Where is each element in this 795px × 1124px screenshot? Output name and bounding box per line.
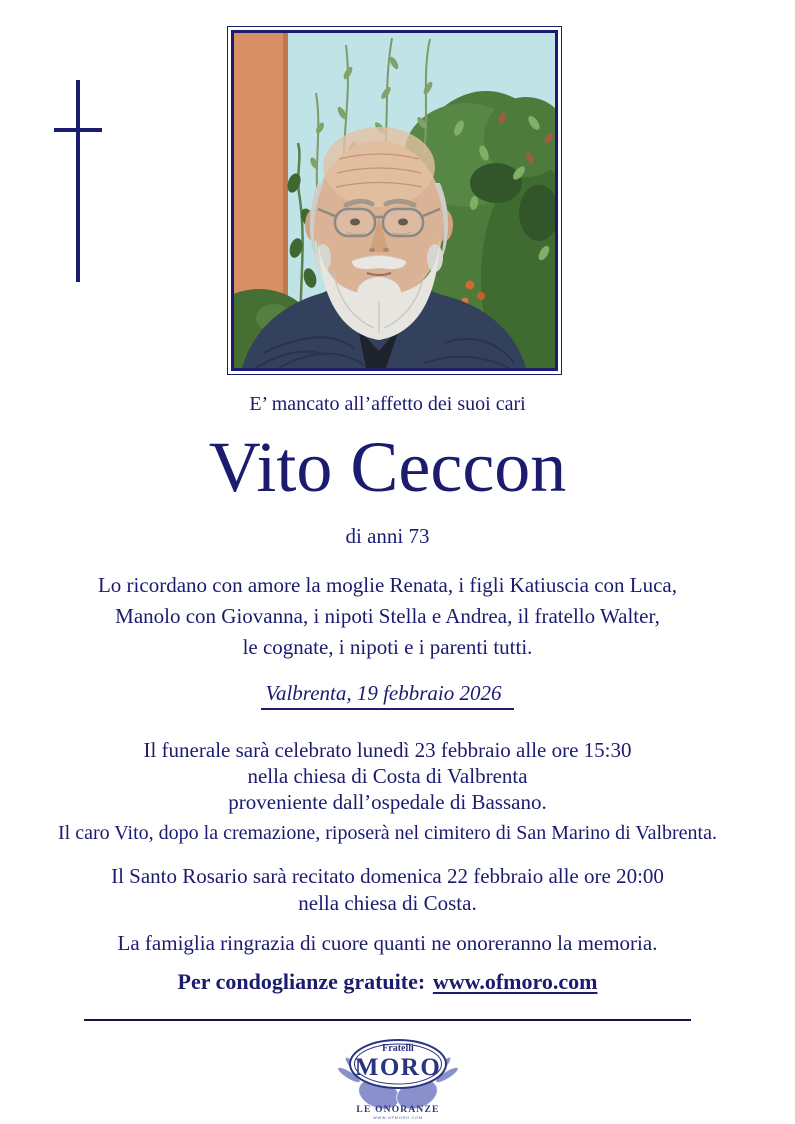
thanks-text: La famiglia ringrazia di cuore quanti ne onoreranno la memoria. (117, 931, 658, 955)
rosary-paragraph (0, 863, 775, 917)
funeral-line: proveniente dall’ospedale di Bassano. (228, 790, 547, 814)
thanks-line (0, 931, 775, 956)
cremation-text: Il caro Vito, dopo la cremazione, riposerà nel cimitero di San Marino di Valbrenta. (58, 822, 717, 844)
logo-url-text: WWW.OFMORO.COM (373, 1116, 423, 1120)
ofmoro-link[interactable]: www.ofmoro.com (432, 969, 598, 994)
moro-logo (323, 1030, 473, 1122)
family-line: le cognate, i nipoti e i parenti tutti. (242, 635, 533, 659)
condolences-line (0, 969, 775, 995)
family-line: Manolo con Giovanna, i nipoti Stella e Andrea, il fratello Walter, (115, 604, 660, 628)
portrait-frame (227, 26, 562, 375)
portrait-photo (231, 30, 558, 371)
logo-moro-text: MORO (354, 1054, 442, 1081)
footer-divider (84, 1019, 691, 1021)
age-line: di anni 73 (345, 524, 430, 548)
family-paragraph (0, 570, 775, 663)
logo-fratelli-text: Fratelli (382, 1043, 414, 1054)
rosary-line: Il Santo Rosario sarà recitato domenica 22 febbraio alle ore 20:00 (111, 864, 664, 888)
cross-icon (52, 78, 104, 284)
cremation-line (0, 822, 775, 845)
deceased-name: Vito Ceccon (208, 427, 567, 507)
funeral-paragraph (0, 737, 775, 815)
place-date-text: Valbrenta, 19 febbraio 2026 (261, 681, 513, 710)
intro-line: E’ mancato all’affetto dei suoi cari (249, 393, 526, 415)
rosary-line: nella chiesa di Costa. (298, 891, 477, 915)
condolences-label: Per condoglianze gratuite: (177, 969, 426, 994)
place-date-line (0, 681, 775, 710)
funeral-line: nella chiesa di Costa di Valbrenta (247, 764, 528, 788)
funeral-line: Il funerale sarà celebrato lunedì 23 febbraio alle ore 15:30 (143, 738, 632, 762)
family-line: Lo ricordano con amore la moglie Renata, i figli Katiuscia con Luca, (97, 573, 678, 597)
logo-onoranze-text: LE ONORANZE (356, 1105, 440, 1115)
